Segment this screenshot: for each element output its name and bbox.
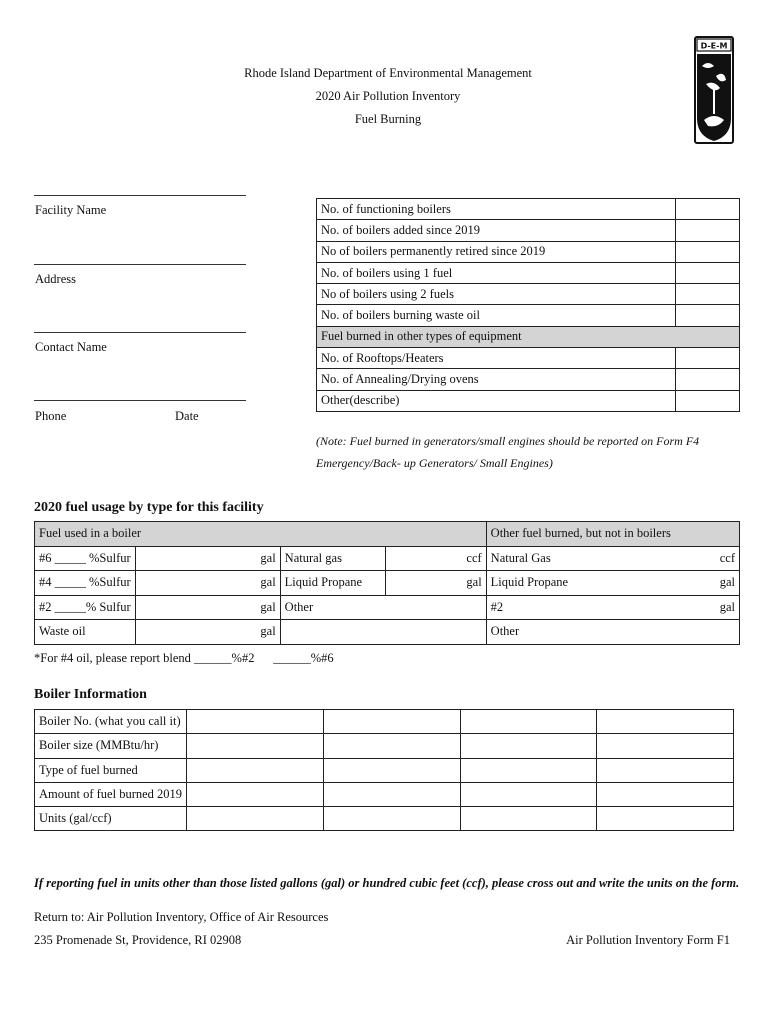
dem-logo-icon [694, 36, 734, 144]
note-line-2: Emergency/Back- up Generators/ Small Engines) [316, 456, 553, 470]
form-header [200, 62, 576, 131]
row-label: Other(describe) [317, 390, 676, 411]
input-cell[interactable] [187, 807, 324, 831]
other-fuel-cell[interactable] [486, 571, 739, 596]
table-row [35, 807, 734, 831]
fuel-label: #2 _____% Sulfur [35, 595, 136, 620]
input-cell[interactable] [460, 734, 597, 758]
table-row [35, 782, 734, 806]
other-equipment-header [317, 326, 740, 347]
input-cell[interactable] [323, 782, 460, 806]
input-cell[interactable] [323, 807, 460, 831]
row-label: No. of boilers using 1 fuel [317, 262, 676, 283]
row-label: No of boilers using 2 fuels [317, 284, 676, 305]
row-label: No. of boilers added since 2019 [317, 220, 676, 241]
units-warning: If reporting fuel in units other than those listed gallons (gal) or hundred cubic feet (ccf), please cross out and write the units on the form. [34, 876, 740, 890]
count-cell[interactable] [676, 305, 740, 326]
table-row [317, 284, 740, 305]
input-cell[interactable] [187, 734, 324, 758]
table-row [35, 758, 734, 782]
facility-name-line [34, 195, 246, 196]
unit-label: gal [719, 575, 735, 590]
form-id: Air Pollution Inventory Form F1 [566, 933, 730, 947]
table-row [317, 305, 740, 326]
boiler-fuel-header: Fuel used in a boiler [35, 522, 487, 547]
fuel-label: Liquid Propane [490, 575, 569, 590]
fuel-label: Natural Gas [490, 550, 551, 565]
fuel-label: Liquid Propane [280, 571, 385, 596]
unit-cell[interactable]: gal [385, 571, 486, 596]
form-title: Fuel Burning [354, 112, 422, 126]
row-label: No. of functioning boilers [317, 199, 676, 220]
unit-cell[interactable]: ccf [385, 546, 486, 571]
count-cell[interactable] [676, 199, 740, 220]
table-row [35, 571, 740, 596]
unit-cell[interactable]: gal [135, 571, 280, 596]
row-label: Amount of fuel burned 2019 [35, 782, 187, 806]
input-cell[interactable] [460, 782, 597, 806]
address-label: Address [35, 272, 76, 286]
return-address-line-2: 235 Promenade St, Providence, RI 02908 [34, 933, 242, 947]
table-row [35, 734, 734, 758]
note-line-1: (Note: Fuel burned in generators/small engines should be reported on Form F4 [316, 434, 700, 448]
table-row [317, 348, 740, 369]
fuel-usage-title: 2020 fuel usage by type for this facility [34, 500, 264, 515]
date-label: Date [175, 409, 199, 423]
input-cell[interactable] [187, 710, 324, 734]
table-row [317, 241, 740, 262]
row-label: No. of boilers burning waste oil [317, 305, 676, 326]
facility-name-label: Facility Name [35, 203, 107, 217]
input-cell[interactable] [460, 807, 597, 831]
count-cell[interactable] [676, 284, 740, 305]
row-label: Type of fuel burned [35, 758, 187, 782]
input-cell[interactable] [597, 758, 734, 782]
count-cell[interactable] [676, 241, 740, 262]
count-cell[interactable] [676, 348, 740, 369]
input-cell[interactable] [597, 710, 734, 734]
input-cell[interactable] [460, 758, 597, 782]
count-cell[interactable] [676, 220, 740, 241]
input-cell[interactable] [323, 758, 460, 782]
return-address-line-1: Return to: Air Pollution Inventory, Office of Air Resources [34, 910, 329, 924]
table-row [35, 620, 740, 645]
table-row [317, 390, 740, 411]
fuel-usage-table [34, 521, 740, 645]
other-fuel-header: Other fuel burned, but not in boilers [486, 522, 739, 547]
input-cell[interactable] [323, 710, 460, 734]
row-label: Units (gal/ccf) [35, 807, 187, 831]
unit-label: gal [719, 599, 735, 614]
table-row [317, 262, 740, 283]
fuel-label[interactable]: Other [280, 595, 486, 620]
unit-cell[interactable]: gal [135, 546, 280, 571]
row-label: Boiler No. (what you call it) [35, 710, 187, 734]
table-row [35, 595, 740, 620]
phone-label: Phone [35, 409, 67, 423]
other-fuel-cell[interactable] [486, 546, 739, 571]
count-cell[interactable] [676, 369, 740, 390]
empty-cell [280, 620, 486, 645]
fuel-label: #6 _____ %Sulfur [35, 546, 136, 571]
agency-name: Rhode Island Department of Environmental Management [244, 66, 532, 80]
table-row [317, 199, 740, 220]
fuel-label: Waste oil [35, 620, 136, 645]
input-cell[interactable] [460, 710, 597, 734]
section-header: Fuel burned in other types of equipment [317, 326, 740, 347]
contact-name-label: Contact Name [35, 340, 107, 354]
input-cell[interactable] [597, 782, 734, 806]
address-line [34, 264, 246, 265]
table-row [317, 220, 740, 241]
blend-note: *For #4 oil, please report blend ______%#2 ______%#6 [34, 651, 334, 665]
row-label: No. of Annealing/Drying ovens [317, 369, 676, 390]
fuel-label: Natural gas [280, 546, 385, 571]
fuel-table-header [35, 522, 740, 547]
boiler-count-table [316, 198, 740, 412]
fuel-label: #2 [490, 599, 504, 614]
contact-name-line [34, 332, 246, 333]
fuel-label: Other [490, 624, 520, 639]
row-label: No. of Rooftops/Heaters [317, 348, 676, 369]
count-cell[interactable] [676, 262, 740, 283]
table-row [35, 710, 734, 734]
input-cell[interactable] [597, 807, 734, 831]
input-cell[interactable] [323, 734, 460, 758]
row-label: Boiler size (MMBtu/hr) [35, 734, 187, 758]
unit-cell[interactable]: gal [135, 620, 280, 645]
inventory-title: 2020 Air Pollution Inventory [315, 89, 461, 103]
phone-line [34, 400, 246, 401]
boiler-info-table [34, 709, 734, 831]
count-cell[interactable] [676, 390, 740, 411]
unit-label: ccf [719, 550, 735, 565]
logo-lettering: D-E-M [700, 41, 728, 51]
other-fuel-cell[interactable] [486, 620, 739, 645]
other-fuel-cell[interactable] [486, 595, 739, 620]
input-cell[interactable] [187, 782, 324, 806]
input-cell[interactable] [597, 734, 734, 758]
unit-cell[interactable]: gal [135, 595, 280, 620]
boiler-info-title: Boiler Information [34, 687, 147, 702]
table-row [317, 369, 740, 390]
generator-note [316, 430, 756, 474]
table-row [35, 546, 740, 571]
input-cell[interactable] [187, 758, 324, 782]
row-label: No of boilers permanently retired since 2019 [317, 241, 676, 262]
fuel-label: #4 _____ %Sulfur [35, 571, 136, 596]
